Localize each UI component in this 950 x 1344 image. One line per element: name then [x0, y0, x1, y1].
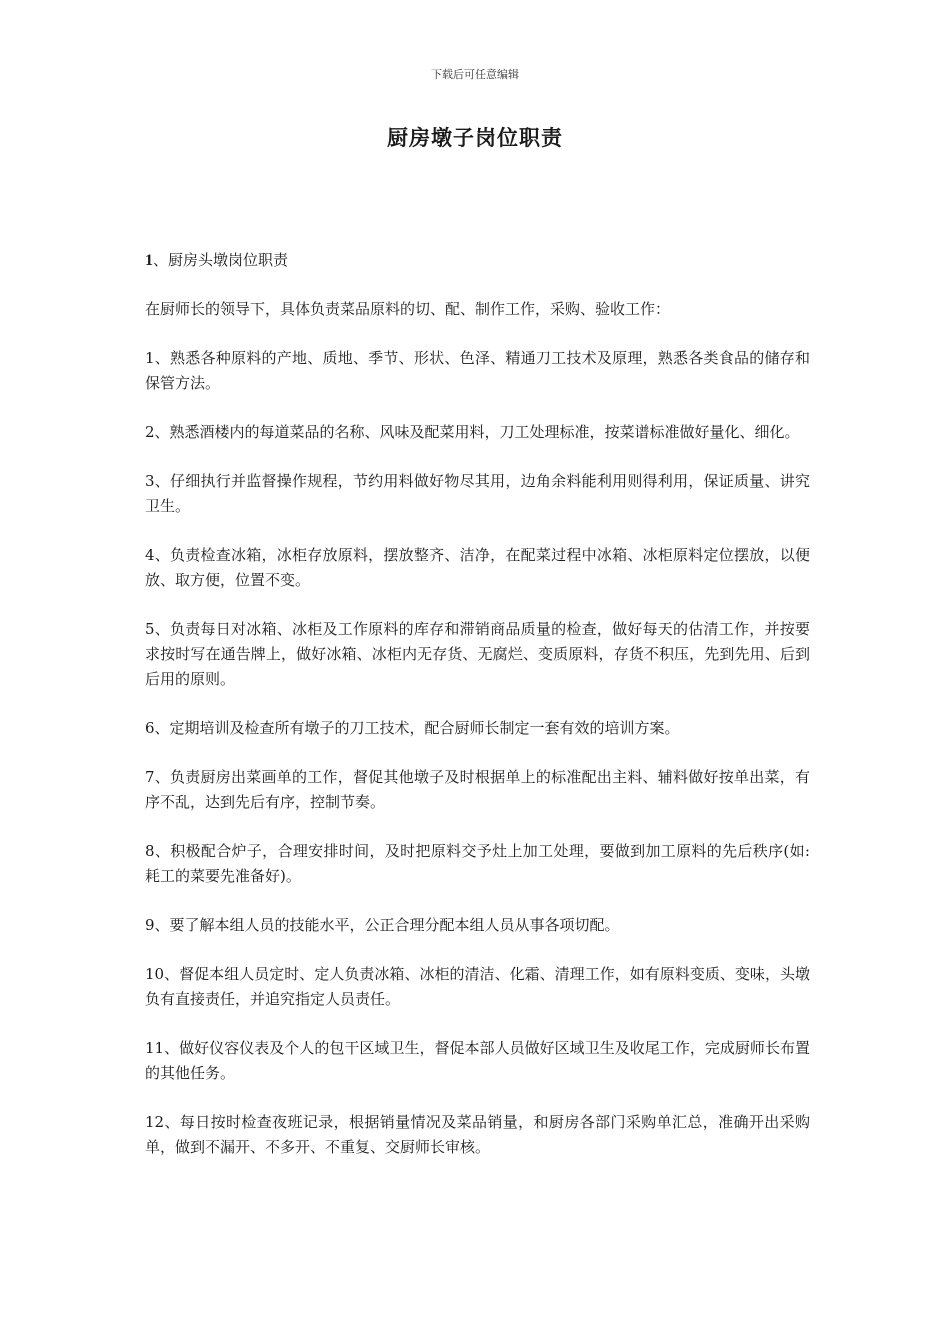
- duty-item-10: 10、督促本组人员定时、定人负责冰箱、冰柜的清洁、化霜、清理工作，如有原料变质、变味，头墩负有直接责任，并追究指定人员责任。: [145, 965, 810, 1008]
- duty-item-5: 5、负责每日对冰箱、冰柜及工作原料的库存和滞销商品质量的检查，做好每天的估清工作，并按要求按时写在通告牌上，做好冰箱、冰柜内无存货、无腐烂、变质原料，存货不积压，先到先用、后到后用的原则。: [145, 620, 810, 688]
- download-note: 下载后可任意编辑: [431, 68, 519, 81]
- section-number: 1: [145, 252, 153, 269]
- duty-item-3: 3、仔细执行并监督操作规程，节约用料做好物尽其用，边角余料能利用则得利用，保证质量、讲究卫生。: [145, 472, 810, 515]
- duty-item-6: 6、定期培训及检查所有墩子的刀工技术，配合厨师长制定一套有效的培训方案。: [145, 719, 680, 737]
- duty-item-12: 12、每日按时检查夜班记录，根据销量情况及菜品销量，和厨房各部门采购单汇总，准确开出采购单，做到不漏开、不多开、不重复、交厨师长审核。: [145, 1113, 810, 1156]
- section-title: 、厨房头墩岗位职责: [153, 251, 289, 269]
- duty-item-8: 8、积极配合炉子，合理安排时间，及时把原料交予灶上加工处理，要做到加工原料的先后秩序(如:耗工的菜要先准备好)。: [145, 842, 810, 885]
- document-body: [145, 248, 810, 1184]
- duty-item-7: 7、负责厨房出菜画单的工作，督促其他墩子及时根据单上的标准配出主料、辅料做好按单出菜，有序不乱，达到先后有序，控制节奏。: [145, 768, 810, 811]
- duty-item-9: 9、要了解本组人员的技能水平，公正合理分配本组人员从事各项切配。: [145, 916, 620, 934]
- document-title: 厨房墩子岗位职责: [387, 125, 563, 150]
- duty-item-4: 4、负责检查冰箱，冰柜存放原料，摆放整齐、洁净，在配菜过程中冰箱、冰柜原料定位摆放，以便放、取方便，位置不变。: [145, 546, 810, 589]
- intro-paragraph: 在厨师长的领导下，具体负责菜品原料的切、配、制作工作，采购、验收工作：: [145, 300, 671, 318]
- duty-item-1: 1、熟悉各种原料的产地、质地、季节、形状、色泽、精通刀工技术及原理，熟悉各类食品的储存和保管方法。: [145, 349, 810, 392]
- duty-item-11: 11、做好仪容仪表及个人的包干区域卫生，督促本部人员做好区域卫生及收尾工作，完成厨师长布置的其他任务。: [145, 1039, 810, 1082]
- duty-item-2: 2、熟悉酒楼内的每道菜品的名称、风味及配菜用料，刀工处理标准，按菜谱标准做好量化、细化。: [145, 423, 800, 441]
- section-heading: [145, 248, 810, 273]
